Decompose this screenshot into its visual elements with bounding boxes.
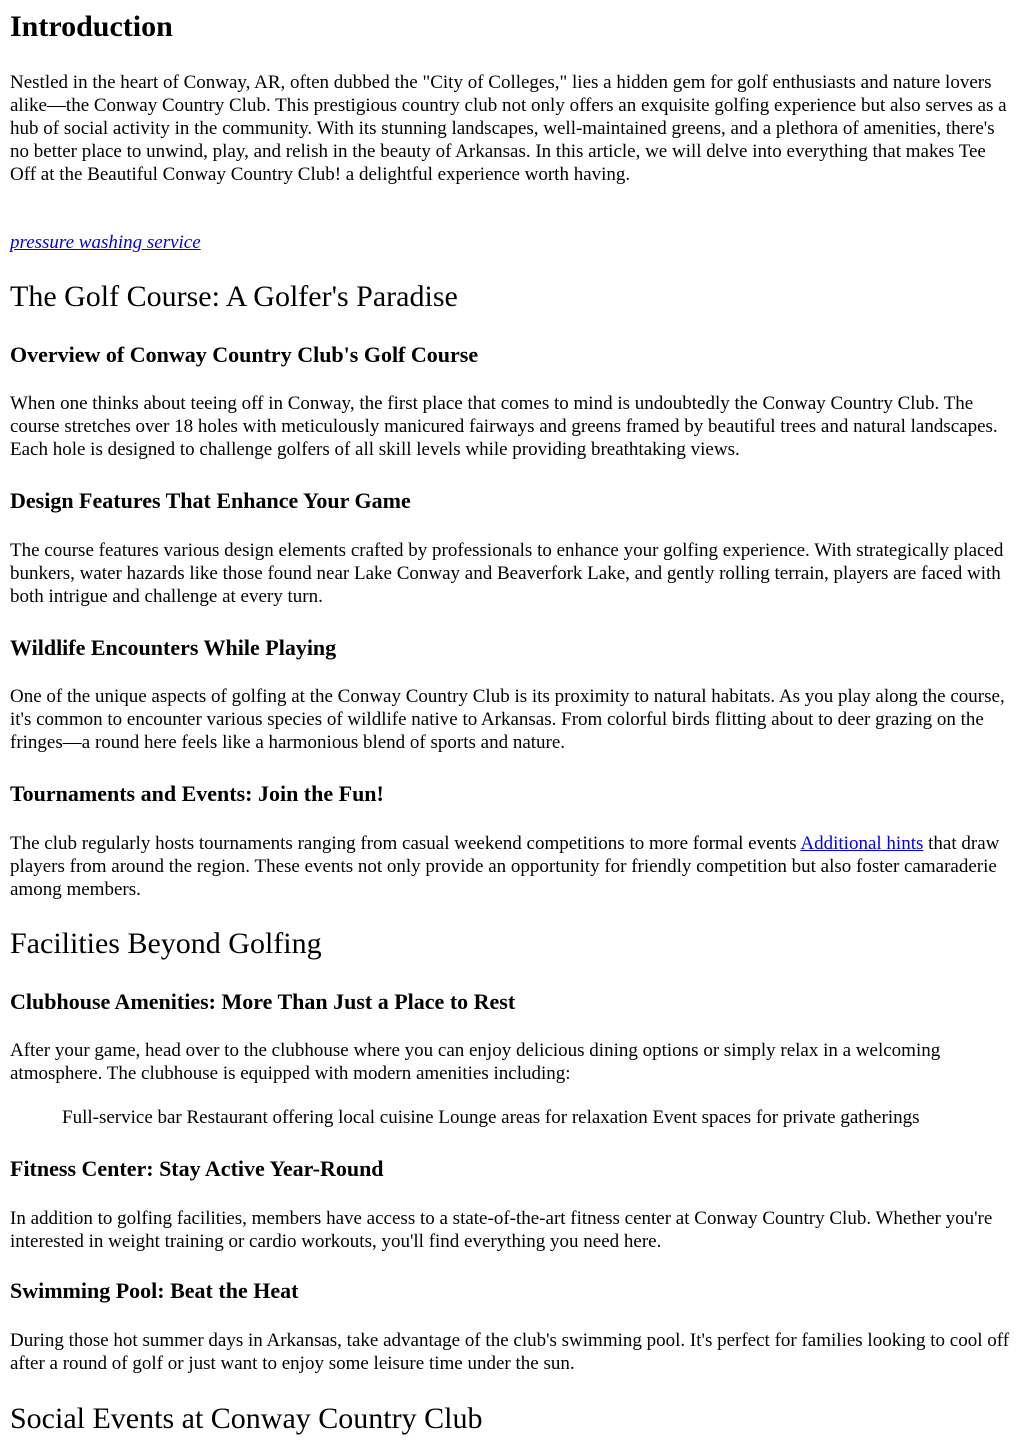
intro-link-paragraph [10,231,1012,254]
fitness-paragraph: In addition to golfing facilities, members have access to a state-of-the-art fitness center at Conway Country Club. Whether you're interested in weight training or cardio workouts, you'll find everything you need here. [10,1208,993,1252]
design-heading: Design Features That Enhance Your Game [10,488,411,513]
tournaments-text-before: The club regularly hosts tournaments ranging from casual weekend competitions to more formal events [10,833,801,854]
golf-course-heading: The Golf Course: A Golfer's Paradise [10,280,458,313]
additional-hints-link[interactable]: Additional hints [800,833,924,854]
tournaments-heading: Tournaments and Events: Join the Fun! [10,781,384,806]
amenities-list: Full-service bar Restaurant offering local cuisine Lounge areas for relaxation Event spaces for private gatherings [62,1107,920,1128]
overview-paragraph: When one thinks about teeing off in Conway, the first place that comes to mind is undoubtedly the Conway Country Club. The course stretches over 18 holes with meticulously manicured fairways and greens framed by beautiful trees and natural landscapes. Each hole is designed to challenge golfers of all skill levels while providing breathtaking views. [10,393,998,460]
overview-heading: Overview of Conway Country Club's Golf Course [10,342,479,367]
pool-heading: Swimming Pool: Beat the Heat [10,1278,299,1303]
pressure-washing-link[interactable]: pressure washing service [10,232,201,253]
tournaments-paragraph [10,832,1012,901]
intro-paragraph: Nestled in the heart of Conway, AR, often dubbed the "City of Colleges," lies a hidden gem for golf enthusiasts and nature lovers alike—the Conway Country Club. This prestigious country club not only offers an exquisite golfing experience but also serves as a hub of social activity in the community. With its stunning landscapes, well-maintained greens, and a plethora of amenities, there's no better place to unwind, play, and relish in the beauty of Arkansas. In this article, we will delve into everything that makes Tee Off at the Beautiful Conway Country Club! a delightful experience worth having. [10,72,1007,185]
clubhouse-paragraph: After your game, head over to the clubhouse where you can enjoy delicious dining options or simply relax in a welcoming atmosphere. The clubhouse is equipped with modern amenities including: [10,1040,941,1084]
wildlife-heading: Wildlife Encounters While Playing [10,635,337,660]
clubhouse-heading: Clubhouse Amenities: More Than Just a Place to Rest [10,989,516,1014]
tournaments-text-after: that draw players from around the region. These events not only provide an opportunity for friendly competition but also foster camaraderie among members. [10,833,1000,900]
fitness-heading: Fitness Center: Stay Active Year-Round [10,1156,384,1181]
design-paragraph: The course features various design elements crafted by professionals to enhance your golfing experience. With strategically placed bunkers, water hazards like those found near Lake Conway and Beaverfork Lake, and gently rolling terrain, players are faced with both intrigue and challenge at every turn. [10,540,1004,607]
facilities-heading: Facilities Beyond Golfing [10,927,322,960]
pool-paragraph: During those hot summer days in Arkansas, take advantage of the club's swimming pool. It's perfect for families looking to cool off after a round of golf or just want to enjoy some leisure time under the sun. [10,1330,1010,1374]
social-events-heading: Social Events at Conway Country Club [10,1402,483,1435]
wildlife-paragraph: One of the unique aspects of golfing at the Conway Country Club is its proximity to natural habitats. As you play along the course, it's common to encounter various species of wildlife native to Arkansas. From colorful birds flitting about to deer grazing on the fringes—a round here feels like a harmonious blend of sports and nature. [10,686,1005,753]
intro-heading: Introduction [10,10,173,43]
